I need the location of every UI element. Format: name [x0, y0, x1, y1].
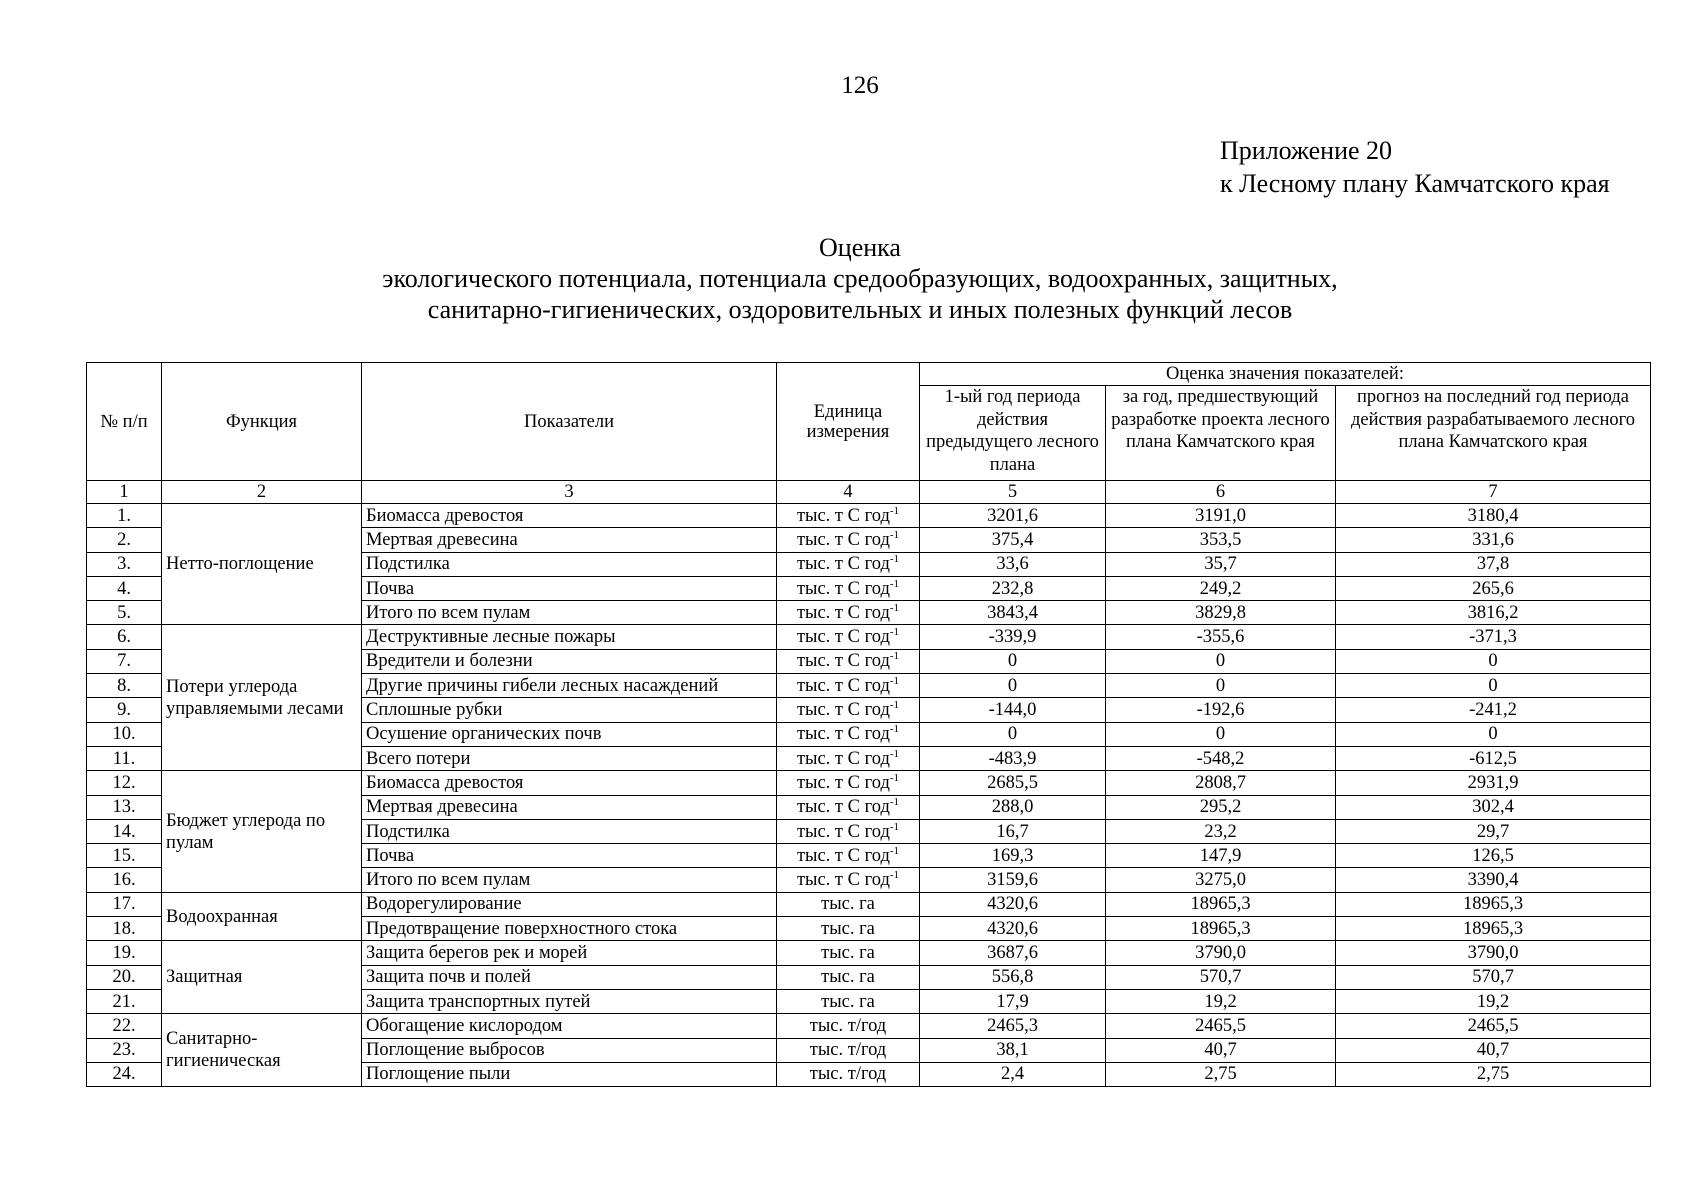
unit-cell	[777, 504, 920, 528]
row-number: 18.	[87, 917, 162, 941]
value-col7: 37,8	[1336, 552, 1651, 576]
indicator-cell: Защита почв и полей	[362, 965, 777, 989]
value-col7: 18965,3	[1336, 917, 1651, 941]
row-number: 24.	[87, 1062, 162, 1086]
title-line-2: экологического потенциала, потенциала средообразующих, водоохранных, защитных,	[382, 264, 1338, 293]
row-number: 1.	[87, 504, 162, 528]
value-col5: 3687,6	[920, 941, 1106, 965]
value-col7: 19,2	[1336, 989, 1651, 1013]
value-col6: 2465,5	[1106, 1014, 1336, 1038]
function-cell: Санитарно-гигиеническая	[162, 1014, 362, 1087]
unit-exponent: -1	[889, 868, 900, 881]
value-col7: 2931,9	[1336, 771, 1651, 795]
value-col7: 265,6	[1336, 576, 1651, 600]
value-col5: 17,9	[920, 989, 1106, 1013]
indicator-cell: Биомасса древостоя	[362, 504, 777, 528]
indicator-cell: Мертвая древесина	[362, 795, 777, 819]
unit-text: тыс. т С год	[796, 700, 890, 721]
value-col5: 2465,3	[920, 1014, 1106, 1038]
unit-exponent: -1	[889, 553, 900, 566]
unit-cell: тыс. га	[777, 941, 920, 965]
unit-text: тыс. т С год	[796, 627, 890, 648]
value-col6: 3829,8	[1106, 601, 1336, 625]
value-col6: 2,75	[1106, 1062, 1336, 1086]
value-col5: 3843,4	[920, 601, 1106, 625]
value-col6: 249,2	[1106, 576, 1336, 600]
indicator-cell: Почва	[362, 844, 777, 868]
table-row	[87, 941, 1651, 965]
unit-exponent: -1	[889, 698, 900, 711]
value-col7: 0	[1336, 674, 1651, 698]
value-col5: -483,9	[920, 746, 1106, 770]
unit-text: тыс. т С год	[796, 772, 890, 793]
value-col6: 35,7	[1106, 552, 1336, 576]
row-number: 7.	[87, 649, 162, 673]
function-cell: Защитная	[162, 941, 362, 1014]
unit-cell: тыс. т/год	[777, 1062, 920, 1086]
value-col5: -144,0	[920, 698, 1106, 722]
indicator-cell: Осушение органических почв	[362, 722, 777, 746]
row-number: 13.	[87, 795, 162, 819]
value-col6: -548,2	[1106, 746, 1336, 770]
unit-cell	[777, 771, 920, 795]
unit-cell	[777, 576, 920, 600]
table-row	[87, 771, 1651, 795]
value-col7: 18965,3	[1336, 892, 1651, 916]
value-col5: 556,8	[920, 965, 1106, 989]
value-col7: -241,2	[1336, 698, 1651, 722]
value-col5: 3201,6	[920, 504, 1106, 528]
value-col6: 295,2	[1106, 795, 1336, 819]
value-col5: 33,6	[920, 552, 1106, 576]
unit-cell: тыс. т/год	[777, 1014, 920, 1038]
unit-cell: тыс. т/год	[777, 1038, 920, 1062]
column-number: 3	[362, 481, 777, 504]
column-number: 4	[777, 481, 920, 504]
unit-text: тыс. т С год	[796, 554, 890, 575]
indicator-cell: Деструктивные лесные пожары	[362, 625, 777, 649]
unit-cell	[777, 722, 920, 746]
unit-cell	[777, 868, 920, 892]
function-cell: Бюджет углерода по пулам	[162, 771, 362, 892]
unit-cell: тыс. га	[777, 917, 920, 941]
title-line-1: Оценка	[819, 233, 901, 262]
appendix-line-1: Приложение 20	[1220, 136, 1393, 165]
value-col5: 4320,6	[920, 892, 1106, 916]
row-number: 22.	[87, 1014, 162, 1038]
table-row	[87, 1014, 1651, 1038]
value-col7: 570,7	[1336, 965, 1651, 989]
indicator-cell: Защита транспортных путей	[362, 989, 777, 1013]
indicator-cell: Мертвая древесина	[362, 528, 777, 552]
value-col7: 302,4	[1336, 795, 1651, 819]
header-num: № п/п	[87, 363, 162, 481]
unit-text: тыс. т С год	[796, 797, 890, 818]
value-col7: 3816,2	[1336, 601, 1651, 625]
value-col5: 38,1	[920, 1038, 1106, 1062]
value-col5: 2685,5	[920, 771, 1106, 795]
value-col6: 23,2	[1106, 819, 1336, 843]
value-col5: 4320,6	[920, 917, 1106, 941]
value-col6: 19,2	[1106, 989, 1336, 1013]
unit-text: тыс. т С год	[796, 505, 890, 526]
unit-exponent: -1	[889, 674, 900, 687]
page-number: 126	[841, 72, 879, 99]
value-col7: 331,6	[1336, 528, 1651, 552]
value-col6: 2808,7	[1106, 771, 1336, 795]
unit-exponent: -1	[889, 723, 900, 736]
row-number: 9.	[87, 698, 162, 722]
row-number: 19.	[87, 941, 162, 965]
value-col5: 2,4	[920, 1062, 1106, 1086]
value-col5: 232,8	[920, 576, 1106, 600]
value-col5: 16,7	[920, 819, 1106, 843]
table-row	[87, 892, 1651, 916]
unit-exponent: -1	[889, 844, 900, 857]
value-col6: 570,7	[1106, 965, 1336, 989]
header-indicators: Показатели	[362, 363, 777, 481]
value-col6: 3191,0	[1106, 504, 1336, 528]
row-number: 11.	[87, 746, 162, 770]
value-col6: 0	[1106, 674, 1336, 698]
row-number: 2.	[87, 528, 162, 552]
value-col6: 147,9	[1106, 844, 1336, 868]
unit-exponent: -1	[889, 771, 900, 784]
value-col6: 0	[1106, 722, 1336, 746]
indicator-cell: Всего потери	[362, 746, 777, 770]
value-col7: 3390,4	[1336, 868, 1651, 892]
document-title	[0, 232, 1697, 325]
value-col6: 18965,3	[1106, 892, 1336, 916]
value-col7: 3180,4	[1336, 504, 1651, 528]
unit-exponent: -1	[889, 650, 900, 663]
value-col7: 2,75	[1336, 1062, 1651, 1086]
row-number: 16.	[87, 868, 162, 892]
row-number: 23.	[87, 1038, 162, 1062]
header-col5: 1-ый год периода действия предыдущего лесного плана	[920, 386, 1106, 481]
unit-text: тыс. т С год	[796, 675, 890, 696]
column-number: 5	[920, 481, 1106, 504]
row-number: 6.	[87, 625, 162, 649]
appendix-reference	[1220, 134, 1610, 200]
header-assessment: Оценка значения показателей:	[920, 363, 1651, 386]
unit-text: тыс. т С год	[796, 578, 890, 599]
value-col6: -192,6	[1106, 698, 1336, 722]
value-col7: -612,5	[1336, 746, 1651, 770]
value-col5: 288,0	[920, 795, 1106, 819]
function-cell: Потери углерода управляемыми лесами	[162, 625, 362, 771]
table-row	[87, 504, 1651, 528]
unit-text: тыс. т С год	[796, 845, 890, 866]
value-col5: -339,9	[920, 625, 1106, 649]
value-col7: 2465,5	[1336, 1014, 1651, 1038]
indicator-cell: Водорегулирование	[362, 892, 777, 916]
unit-cell	[777, 844, 920, 868]
row-number: 4.	[87, 576, 162, 600]
unit-cell	[777, 795, 920, 819]
row-number: 15.	[87, 844, 162, 868]
indicator-cell: Другие причины гибели лесных насаждений	[362, 674, 777, 698]
unit-exponent: -1	[889, 504, 900, 517]
unit-cell	[777, 601, 920, 625]
header-col6: за год, предшествующий разработке проекта лесного плана Камчатского края	[1106, 386, 1336, 481]
indicator-cell: Биомасса древостоя	[362, 771, 777, 795]
value-col6: -355,6	[1106, 625, 1336, 649]
table-body	[87, 504, 1651, 1087]
unit-cell	[777, 625, 920, 649]
title-line-3: санитарно-гигиенических, оздоровительных и иных полезных функций лесов	[427, 295, 1293, 324]
unit-exponent: -1	[889, 796, 900, 809]
unit-exponent: -1	[889, 625, 900, 638]
unit-exponent: -1	[889, 820, 900, 833]
unit-text: тыс. т С год	[796, 724, 890, 745]
value-col7: 40,7	[1336, 1038, 1651, 1062]
unit-exponent: -1	[889, 528, 900, 541]
unit-cell	[777, 674, 920, 698]
row-number: 14.	[87, 819, 162, 843]
unit-cell: тыс. га	[777, 965, 920, 989]
unit-text: тыс. т С год	[796, 870, 890, 891]
value-col7: 126,5	[1336, 844, 1651, 868]
header-col7: прогноз на последний год периода действия разрабатываемого лесного плана Камчатского края	[1336, 386, 1651, 481]
value-col7: -371,3	[1336, 625, 1651, 649]
unit-cell	[777, 528, 920, 552]
column-number: 7	[1336, 481, 1651, 504]
indicator-cell: Подстилка	[362, 819, 777, 843]
appendix-line-2: к Лесному плану Камчатского края	[1220, 169, 1610, 198]
value-col7: 0	[1336, 649, 1651, 673]
indicator-cell: Обогащение кислородом	[362, 1014, 777, 1038]
column-number: 6	[1106, 481, 1336, 504]
header-unit: Единица измерения	[777, 363, 920, 481]
value-col5: 169,3	[920, 844, 1106, 868]
table-row	[87, 625, 1651, 649]
value-col6: 3275,0	[1106, 868, 1336, 892]
unit-cell	[777, 746, 920, 770]
column-number: 1	[87, 481, 162, 504]
value-col7: 29,7	[1336, 819, 1651, 843]
unit-exponent: -1	[889, 601, 900, 614]
value-col6: 40,7	[1106, 1038, 1336, 1062]
unit-text: тыс. т С год	[796, 821, 890, 842]
indicator-cell: Сплошные рубки	[362, 698, 777, 722]
value-col5: 0	[920, 722, 1106, 746]
column-number: 2	[162, 481, 362, 504]
indicator-cell: Итого по всем пулам	[362, 868, 777, 892]
value-col5: 0	[920, 649, 1106, 673]
value-col5: 0	[920, 674, 1106, 698]
indicator-cell: Поглощение выбросов	[362, 1038, 777, 1062]
unit-cell	[777, 819, 920, 843]
row-number: 10.	[87, 722, 162, 746]
indicator-cell: Защита берегов рек и морей	[362, 941, 777, 965]
row-number: 17.	[87, 892, 162, 916]
value-col5: 3159,6	[920, 868, 1106, 892]
unit-cell: тыс. га	[777, 892, 920, 916]
row-number: 21.	[87, 989, 162, 1013]
value-col6: 18965,3	[1106, 917, 1336, 941]
unit-text: тыс. т С год	[796, 748, 890, 769]
unit-cell: тыс. га	[777, 989, 920, 1013]
row-number: 5.	[87, 601, 162, 625]
unit-exponent: -1	[889, 747, 900, 760]
unit-text: тыс. т С год	[796, 651, 890, 672]
row-number: 3.	[87, 552, 162, 576]
indicator-cell: Подстилка	[362, 552, 777, 576]
indicator-cell: Предотвращение поверхностного стока	[362, 917, 777, 941]
value-col6: 0	[1106, 649, 1336, 673]
value-col5: 375,4	[920, 528, 1106, 552]
unit-text: тыс. т С год	[796, 529, 890, 550]
indicator-cell: Почва	[362, 576, 777, 600]
row-number: 20.	[87, 965, 162, 989]
unit-cell	[777, 552, 920, 576]
value-col7: 0	[1336, 722, 1651, 746]
value-col7: 3790,0	[1336, 941, 1651, 965]
unit-cell	[777, 698, 920, 722]
indicator-cell: Поглощение пыли	[362, 1062, 777, 1086]
value-col6: 353,5	[1106, 528, 1336, 552]
assessment-table	[86, 362, 1651, 1087]
column-number-row	[87, 481, 1651, 504]
unit-exponent: -1	[889, 577, 900, 590]
function-cell: Водоохранная	[162, 892, 362, 941]
row-number: 12.	[87, 771, 162, 795]
unit-text: тыс. т С год	[796, 602, 890, 623]
header-function: Функция	[162, 363, 362, 481]
unit-cell	[777, 649, 920, 673]
function-cell: Нетто-поглощение	[162, 504, 362, 625]
indicator-cell: Итого по всем пулам	[362, 601, 777, 625]
indicator-cell: Вредители и болезни	[362, 649, 777, 673]
value-col6: 3790,0	[1106, 941, 1336, 965]
row-number: 8.	[87, 674, 162, 698]
